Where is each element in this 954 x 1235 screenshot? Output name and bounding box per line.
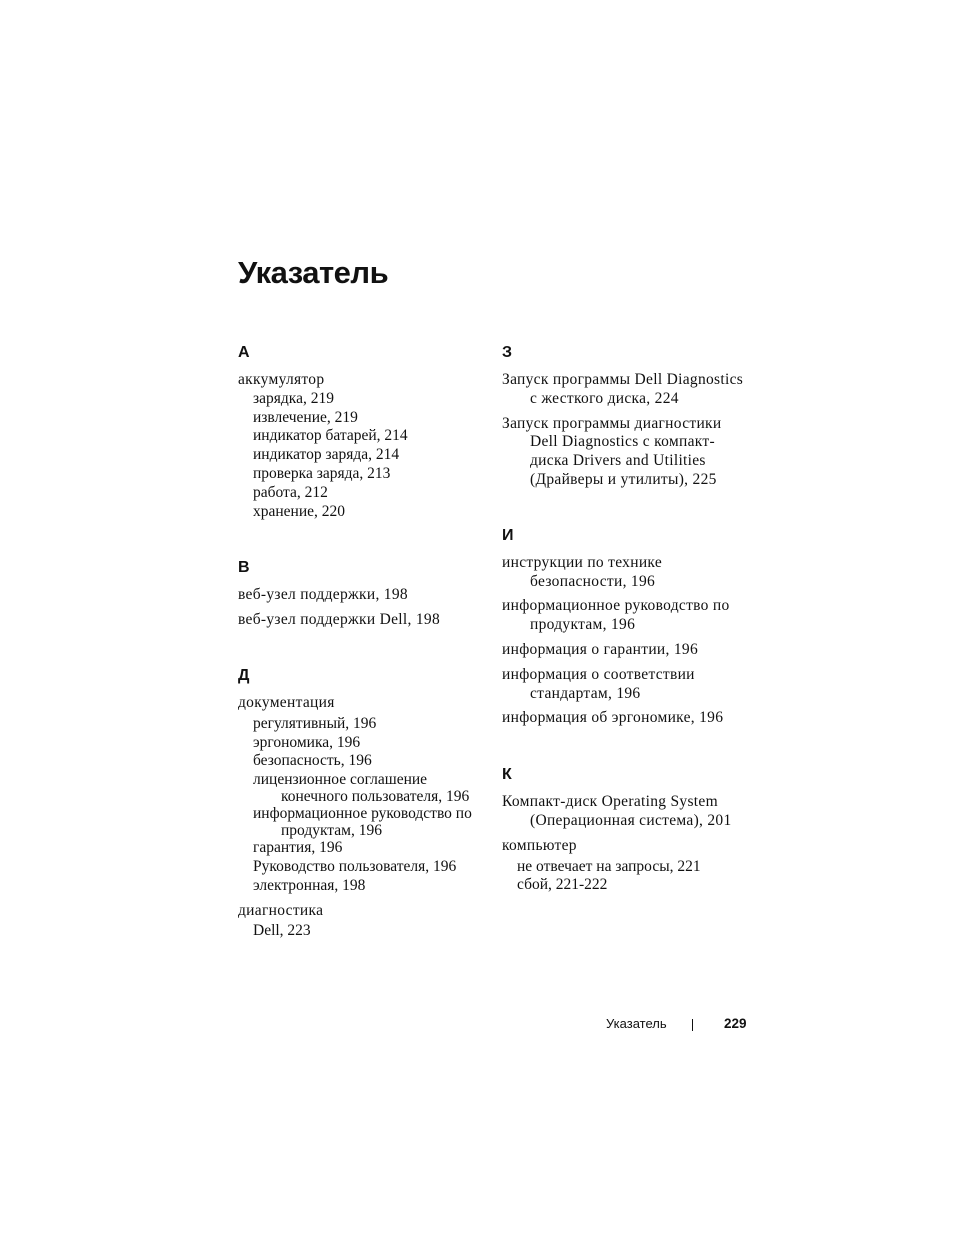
- page-title: Указатель: [238, 255, 389, 290]
- section-letter: З: [502, 344, 513, 361]
- index-subentry: Dell, 223: [253, 922, 311, 940]
- index-column-left: [238, 343, 483, 947]
- index-subentry: информационное руководство по продуктам, 196: [253, 805, 472, 840]
- index-subentry: эргономика, 196: [253, 733, 361, 751]
- index-subentry: гарантия, 196: [253, 839, 343, 857]
- index-subentry: проверка заряда, 213: [253, 464, 391, 482]
- index-subentry: лицензионное соглашение конечного пользователя, 196: [253, 771, 470, 806]
- index-subentry: сбой, 221-222: [517, 876, 608, 894]
- subentry-list: [238, 390, 483, 522]
- section-letter: А: [238, 344, 250, 361]
- footer-section-label: Указатель: [606, 1016, 667, 1031]
- subentry-list: [238, 715, 483, 896]
- index-subentry: регулятивный, 196: [253, 714, 377, 732]
- index-subentry: безопасность, 196: [253, 752, 372, 770]
- index-section-d: [238, 666, 483, 941]
- index-entry: веб-узел поддержки, 198: [238, 586, 408, 604]
- index-subentry: работа, 212: [253, 483, 328, 501]
- index-entry: аккумулятор: [238, 371, 325, 388]
- index-subentry: индикатор заряда, 214: [253, 446, 400, 464]
- index-section-v: [238, 558, 483, 630]
- index-entry: информация о соответствии стандартам, 196: [502, 665, 695, 702]
- index-entry: информация о гарантии, 196: [502, 640, 699, 658]
- index-entry: компьютер: [502, 836, 577, 854]
- index-entry: диагностика: [238, 901, 324, 919]
- subentry-list: [502, 858, 747, 896]
- section-letter: Д: [238, 666, 250, 684]
- index-entry: инструкции по технике безопасности, 196: [502, 553, 663, 590]
- index-entry: информационное руководство по продуктам, 196: [502, 597, 730, 634]
- index-entry: веб-узел поддержки Dell, 198: [238, 611, 441, 629]
- index-entry: информация об эргономике, 196: [502, 709, 724, 727]
- index-section-z: [502, 343, 747, 490]
- page-number: 229: [724, 1016, 747, 1031]
- index-entry: Запуск программы Dell Diagnostics с жесткого диска, 224: [502, 371, 744, 407]
- index-section-a: [238, 343, 483, 521]
- index-section-i: [502, 526, 747, 728]
- index-subentry: электронная, 198: [253, 876, 366, 894]
- footer-separator: [692, 1019, 693, 1031]
- index-entry: Компакт-диск Operating System (Операционная система), 201: [502, 793, 732, 829]
- index-subentry: хранение, 220: [253, 502, 346, 520]
- subentry-list: [238, 922, 483, 941]
- section-letter: К: [502, 766, 512, 784]
- index-subentry: Руководство пользователя, 196: [253, 857, 457, 875]
- index-entry: документация: [238, 693, 335, 711]
- index-subentry: не отвечает на запросы, 221: [517, 857, 701, 875]
- index-subentry: индикатор батарей, 214: [253, 427, 408, 445]
- index-subentry: извлечение, 219: [253, 408, 358, 426]
- section-letter: В: [238, 559, 250, 577]
- index-entry: Запуск программы диагностики Dell Diagnostics с компакт-диска Drivers and Utilities (Драйверы и утилиты), 225: [502, 414, 722, 488]
- index-section-k: [502, 765, 747, 895]
- section-letter: И: [502, 526, 514, 544]
- index-column-right: [502, 343, 747, 901]
- index-subentry: зарядка, 219: [253, 389, 334, 407]
